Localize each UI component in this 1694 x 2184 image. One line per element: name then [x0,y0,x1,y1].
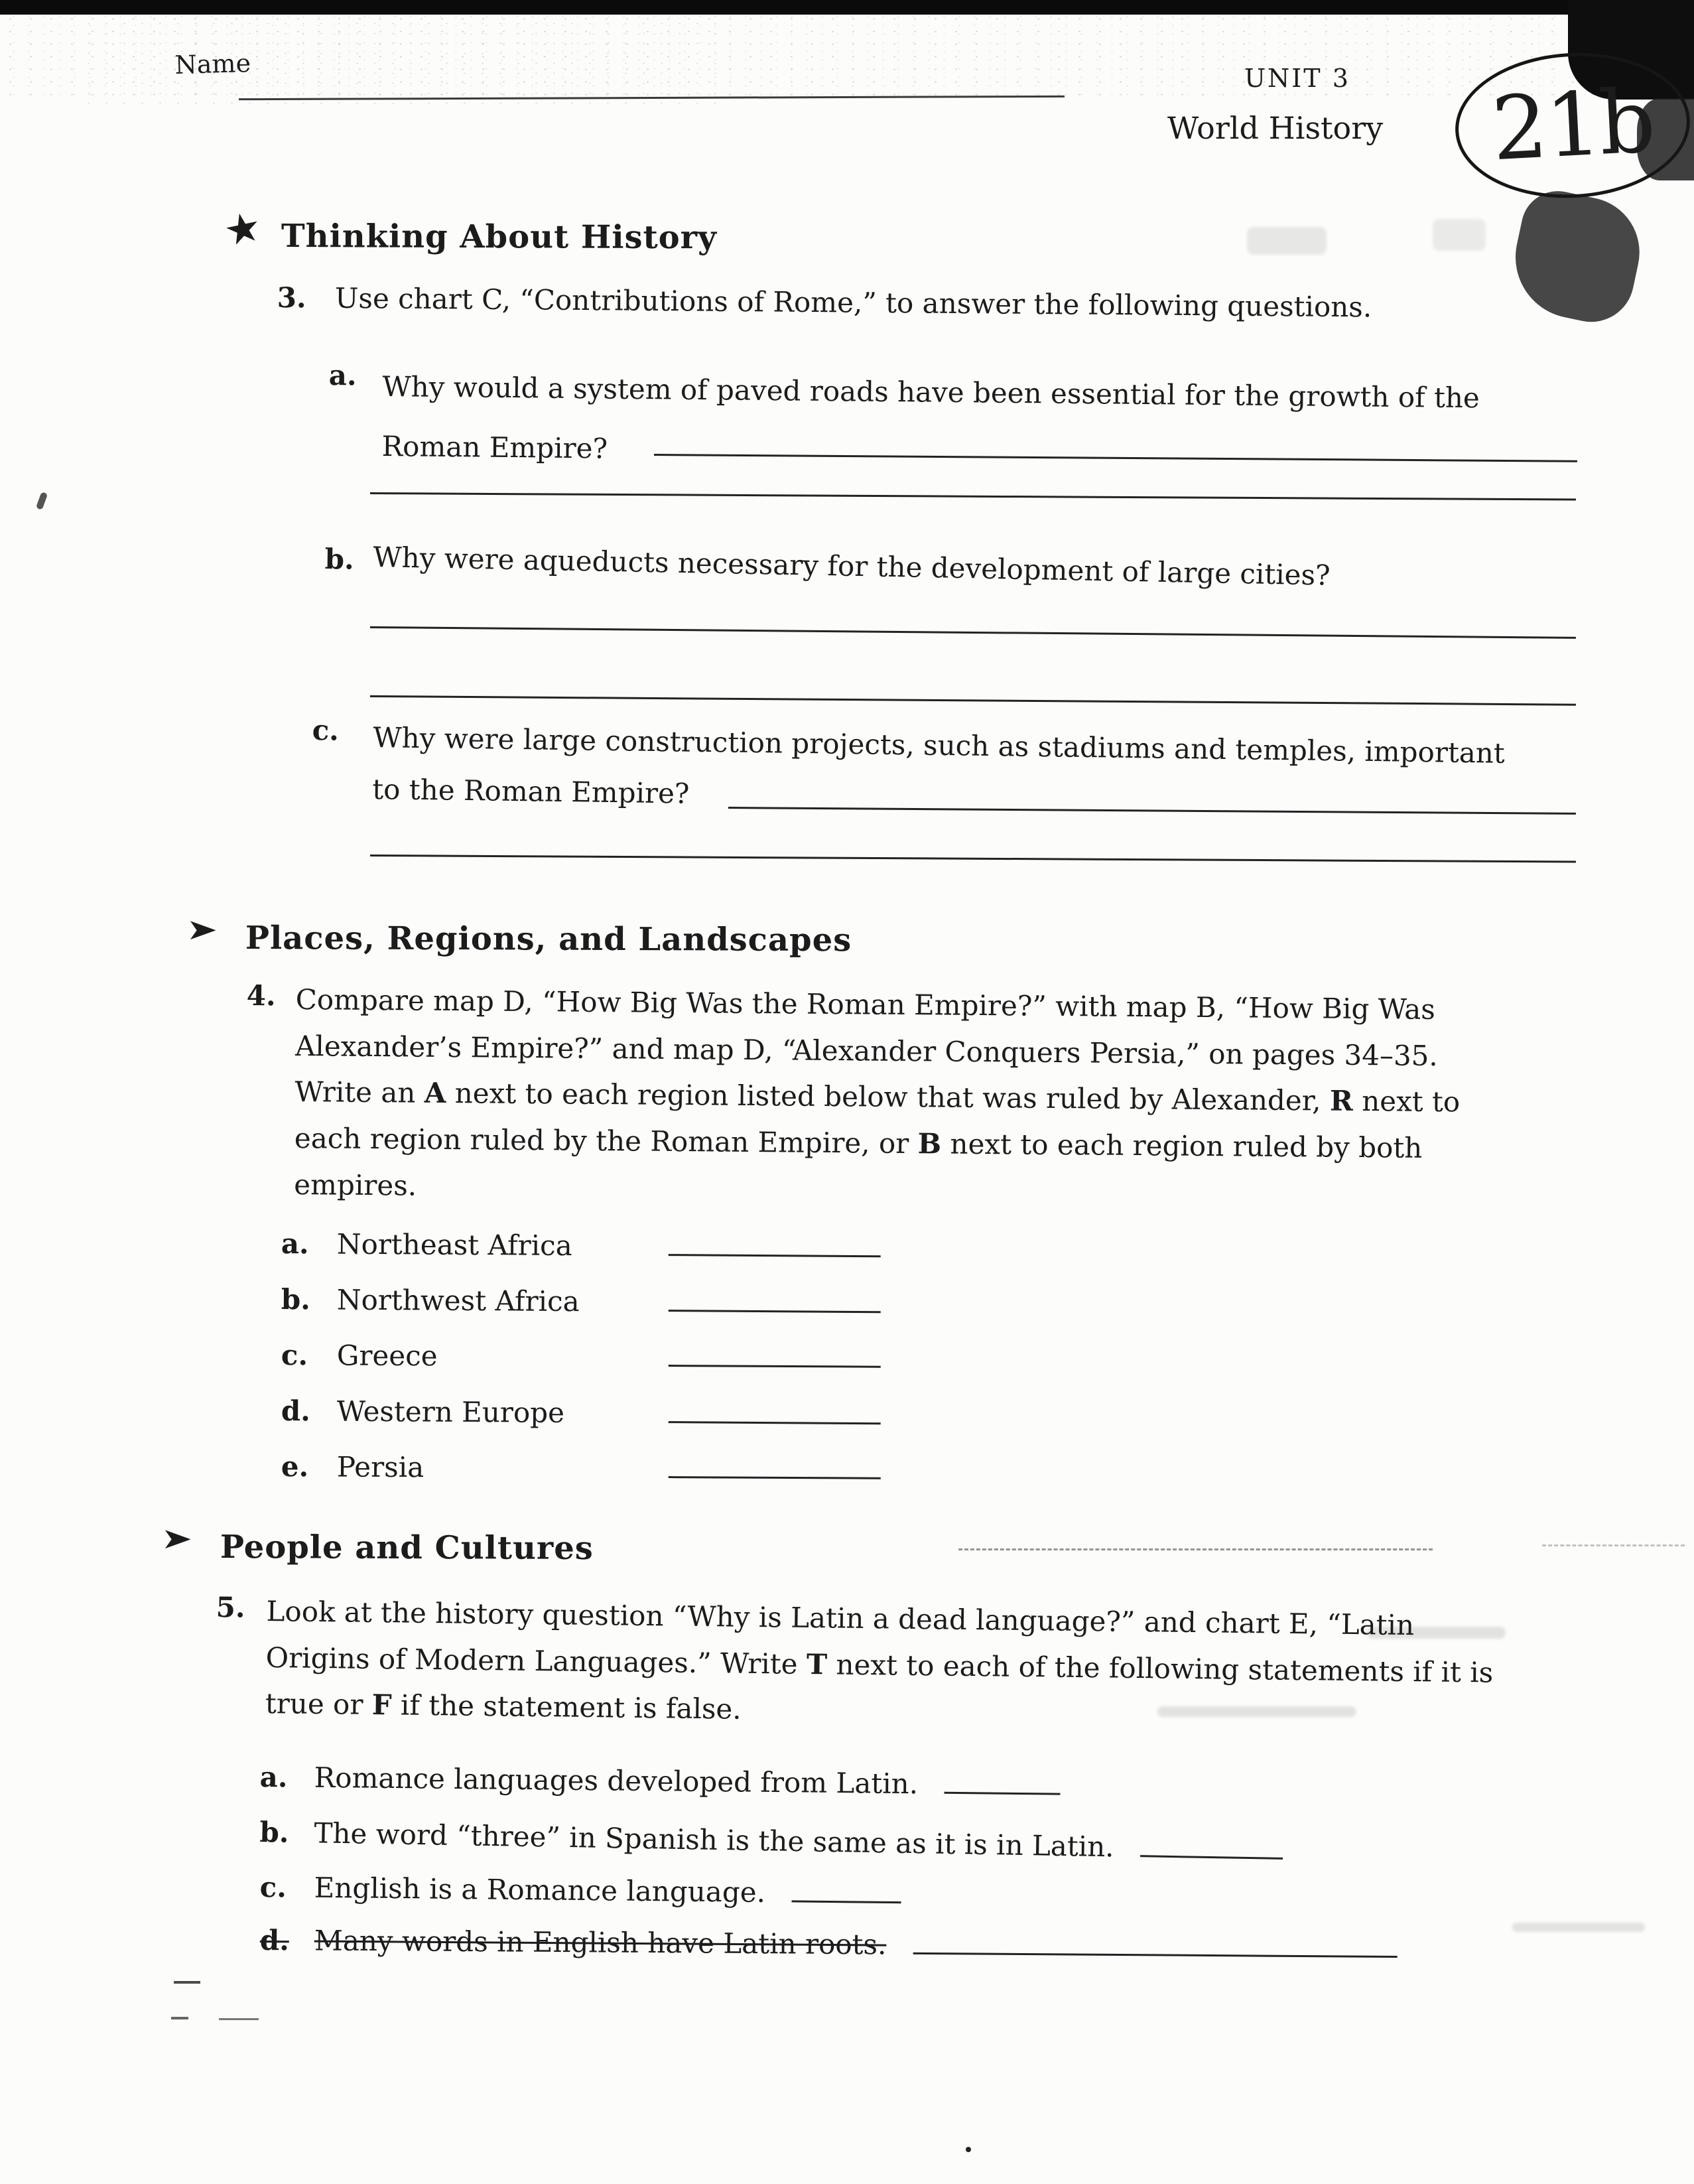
answer-line[interactable] [370,492,1576,501]
list-item [281,1336,881,1375]
question-number: 5. [216,1591,245,1624]
page-number: 21b [1489,70,1656,181]
course-title: World History [1167,110,1384,146]
question-text: Use chart C, “Contributions of Rome,” to answer the following questions. [334,281,1372,324]
answer-line[interactable] [370,854,1576,863]
scan-mark [174,1981,200,1984]
scan-dashed-line [958,1548,1433,1550]
scan-mark [36,492,48,510]
question-text: Look at the history question “Why is Latin a dead language?” and chart E, “Latin Origins of Modern Languages.” Write T next to each of the following statements if it is true or F if the statement is false. [265,1594,1494,1726]
arrow-icon: ➤ [186,913,218,947]
scan-smudge [1247,227,1327,255]
answer-line[interactable] [669,1450,881,1479]
item-letter: c. [259,1870,287,1904]
answer-line[interactable] [913,1926,1397,1958]
item-letter: a. [259,1760,288,1794]
scan-mark [219,2018,259,2020]
item-letter: b. [259,1815,289,1849]
scan-dashed-line [1542,1544,1685,1546]
question-number: 3. [277,281,306,314]
sub-question-text: Why were aqueducts necessary for the development of large cities? [373,541,1331,592]
question-3 [277,281,1471,324]
scan-smudge [1433,219,1486,251]
question-number: 4. [246,979,276,1012]
unit-label: UNIT 3 [1244,64,1350,93]
item-letter: c. [281,1338,308,1372]
answer-line[interactable] [1140,1828,1283,1860]
list-item [281,1448,881,1486]
section-title-places: Places, Regions, and Landscapes [245,920,852,959]
item-label: Western Europe [336,1395,565,1429]
item-letter: b. [324,543,354,576]
section-title-thinking: Thinking About History [281,218,717,257]
list-item [259,1758,1061,1802]
answer-line[interactable] [669,1338,881,1368]
statement-text: Many words in English have Latin roots. [314,1924,887,1961]
item-letter: a. [281,1227,309,1261]
scan-smudge [1512,1923,1645,1932]
list-item [260,1921,1398,1964]
answer-line[interactable] [945,1765,1061,1795]
question-text: Compare map D, “How Big Was the Roman Empire?” with map B, “How Big Was Alexander’s Empire?” and map D, “Alexander Conquers Persia,” on pages 34–35. Write an A next to each region listed below that was ruled by Alexander, R next to each region ruled by the Roman Empire, or B next to each region ruled by both empires. [294,983,1461,1202]
item-letter: a. [328,359,357,392]
star-icon: ★ [219,201,266,256]
list-item [259,1868,901,1910]
scan-mark [966,2147,971,2152]
scan-edge-bar [0,0,1694,15]
answer-line[interactable] [669,1283,881,1313]
item-letter: e. [281,1450,309,1483]
scan-mark [171,2017,188,2019]
answer-line[interactable] [370,626,1576,639]
answer-line[interactable] [669,1227,881,1257]
item-letter: b. [281,1282,310,1316]
item-letter: d. [281,1394,310,1428]
list-item [259,1813,1283,1866]
item-label: Greece [336,1339,438,1373]
item-label: Northwest Africa [336,1283,580,1318]
answer-line[interactable] [792,1874,901,1903]
statement-text: The word “three” in Spanish is the same as it is in Latin. [314,1816,1115,1864]
scan-stamp-blob [1504,184,1650,330]
sub-question-text: Why were large construction projects, such as stadiums and temples, important to the Roman Empire? [372,720,1506,810]
sub-question-text: Why would a system of paved roads have been essential for the growth of the Roman Empire? [381,370,1480,465]
list-item [281,1280,881,1320]
list-item [281,1392,881,1431]
item-letter: d. [259,1923,289,1957]
item-letter: c. [312,714,340,747]
answer-line[interactable] [669,1395,881,1424]
name-label: Name [174,48,251,80]
item-label: Northeast Africa [336,1227,572,1262]
item-label: Persia [336,1450,424,1484]
section-title-people: People and Cultures [220,1529,594,1567]
answer-line[interactable] [370,695,1576,706]
statement-text: Romance languages developed from Latin. [314,1761,919,1801]
list-item [281,1225,881,1264]
arrow-icon: ➤ [161,1522,193,1556]
statement-text: English is a Romance language. [314,1871,766,1909]
